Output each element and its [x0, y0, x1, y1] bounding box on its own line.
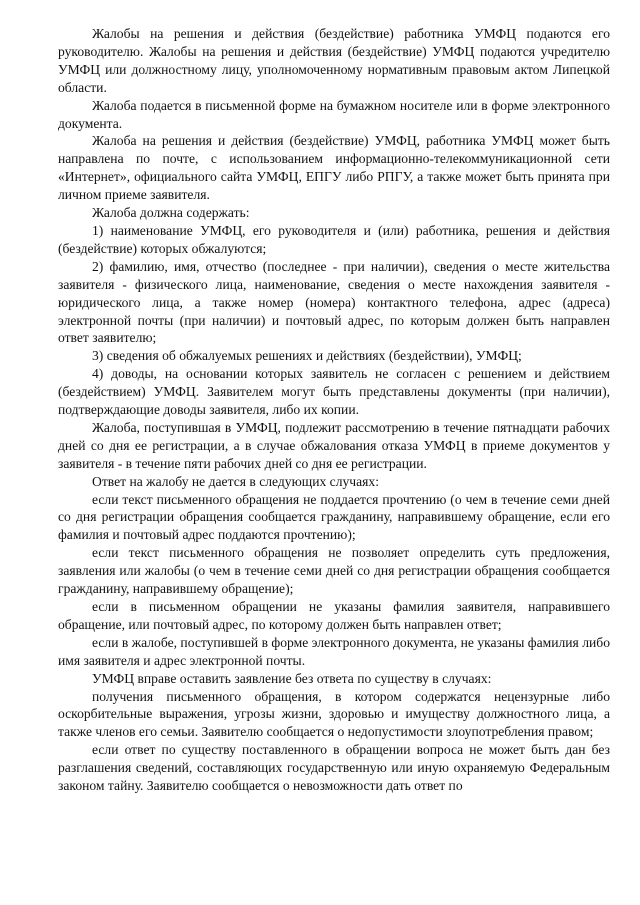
paragraph: если текст письменного обращения не позволяет определить суть предложения, заявления или жалобы (о чем в течение семи дней со дня регистрации обращения сообщается гражданину, направившему обращение); — [58, 545, 610, 597]
paragraph: Жалоба подается в письменной форме на бумажном носителе или в форме электронного документа. — [58, 97, 610, 131]
paragraph: 4) доводы, на основании которых заявитель не согласен с решением и действием (бездействием) УМФЦ. Заявителем могут быть представлены документы (при наличии), подтверждающие доводы заявителя, либо их копии. — [58, 366, 610, 418]
paragraph: 3) сведения об обжалуемых решениях и действиях (бездействии), УМФЦ; — [92, 348, 522, 364]
paragraph: Жалоба должна содержать: — [92, 205, 250, 221]
paragraph: 2) фамилию, имя, отчество (последнее - при наличии), сведения о месте жительства заявителя - физического лица, наименование, сведения о месте нахождения заявителя - юридического лица, а также номер (номера) контактного телефона, адрес (адреса) электронной почты (при наличии) и почтовый адрес, по которым должен быть направлен ответ заявителю; — [58, 258, 610, 346]
paragraph: Ответ на жалобу не дается в следующих случаях: — [92, 473, 379, 489]
paragraph: если в жалобе, поступившей в форме электронного документа, не указаны фамилия либо имя заявителя и адрес электронной почты. — [58, 634, 610, 668]
paragraph: УМФЦ вправе оставить заявление без ответа по существу в случаях: — [92, 670, 492, 686]
document-page — [58, 25, 610, 795]
paragraph: получения письменного обращения, в котором содержатся нецензурные либо оскорбительные выражения, угрозы жизни, здоровью и имуществу должностного лица, а также членов его семьи. Заявителю сообщается о недопустимости злоупотребления правом; — [58, 688, 610, 740]
paragraph: Жалоба на решения и действия (бездействие) УМФЦ, работника УМФЦ может быть направлена по почте, с использованием информационно-телекоммуникационной сети «Интернет», официального сайта УМФЦ, ЕПГУ либо РПГУ, а также может быть принята при личном приеме заявителя. — [58, 133, 610, 203]
paragraph: 1) наименование УМФЦ, его руководителя и (или) работника, решения и действия (бездействие) которых обжалуются; — [58, 222, 610, 256]
paragraph: если в письменном обращении не указаны фамилия заявителя, направившего обращение, или почтовый адрес, по которому должен быть направлен ответ; — [58, 599, 610, 632]
paragraph: Жалобы на решения и действия (бездействие) работника УМФЦ подаются его руководителю. Жалобы на решения и действия (бездействие) УМФЦ подаются учредителю УМФЦ или должностному лицу, уполномоченному нормативным правовым актом Липецкой области. — [58, 26, 610, 95]
paragraph: Жалоба, поступившая в УМФЦ, подлежит рассмотрению в течение пятнадцати рабочих дней со дня ее регистрации, а в случае обжалования отказа УМФЦ в приеме документов у заявителя - в течение пяти рабочих дней со дня ее регистрации. — [58, 419, 610, 471]
paragraph: если текст письменного обращения не поддается прочтению (о чем в течение семи дней со дня регистрации обращения сообщается гражданину, направившему обращение, если его фамилия и почтовый адрес поддаются прочтению); — [58, 491, 610, 543]
paragraph: если ответ по существу поставленного в обращении вопроса не может быть дан без разглашения сведений, составляющих государственную или иную охраняемую Федеральным законом тайну. Заявителю сообщается о невозможности дать ответ по — [58, 742, 610, 794]
